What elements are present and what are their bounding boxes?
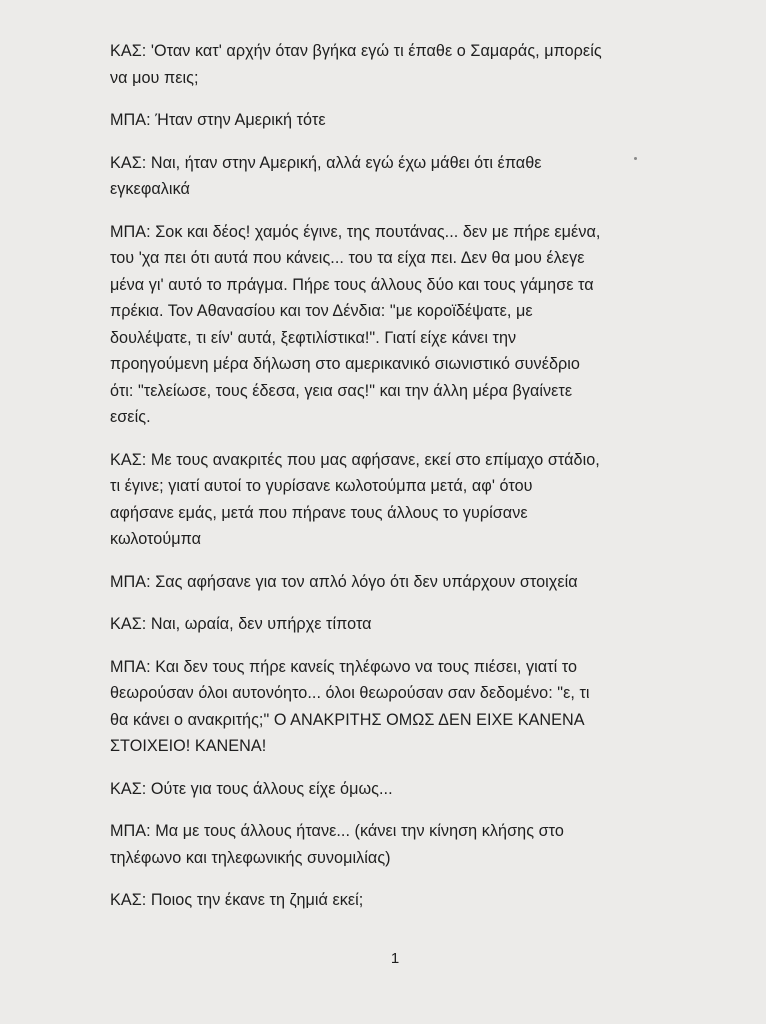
- transcript-body: [110, 38, 666, 914]
- transcript-paragraph: ΜΠΑ: Ήταν στην Αμερική τότε: [110, 111, 326, 129]
- transcript-paragraph: ΜΠΑ: Σας αφήσανε για τον απλό λόγο ότι δεν υπάρχουν στοιχεία: [110, 572, 578, 591]
- page-number: 1: [390, 950, 400, 967]
- transcript-paragraph: ΚΑΣ: Ούτε για τους άλλους είχε όμως...: [110, 779, 393, 798]
- transcript-paragraph: ΚΑΣ: Ποιος την έκανε τη ζημιά εκεί;: [110, 891, 364, 909]
- transcript-paragraph: ΚΑΣ: Με τους ανακριτές που μας αφήσανε, εκεί στο επίμαχο στάδιο, τι έγινε; γιατί αυτοί το γυρίσανε κωλοτούμπα μετά, αφ' ότου αφήσανε εμάς, μετά που πήρανε τους άλλους το γυρίσανε κωλοτούμπα: [110, 450, 600, 548]
- scan-speck: [634, 157, 637, 160]
- transcript-paragraph: ΜΠΑ: Και δεν τους πήρε κανείς τηλέφωνο να τους πιέσει, γιατί το θεωρούσαν όλοι αυτονόητο... όλοι θεωρούσαν σαν δεδομένο: "ε, τι θα κάνει ο ανακριτής;" Ο ΑΝΑΚΡΙΤΗΣ ΟΜΩΣ ΔΕΝ ΕΙΧΕ ΚΑΝΕΝΑ ΣΤΟΙΧΕΙΟ! ΚΑΝΕΝΑ!: [110, 657, 590, 755]
- transcript-paragraph: ΜΠΑ: Μα με τους άλλους ήτανε... (κάνει την κίνηση κλήσης στο τηλέφωνο και τηλεφωνικής συνομιλίας): [110, 822, 564, 867]
- transcript-paragraph: ΚΑΣ: 'Οταν κατ' αρχήν όταν βγήκα εγώ τι έπαθε ο Σαμαράς, μπορείς να μου πεις;: [110, 42, 602, 87]
- transcript-paragraph: ΚΑΣ: Ναι, ωραία, δεν υπήρχε τίποτα: [110, 615, 372, 633]
- transcript-paragraph: ΜΠΑ: Σοκ και δέος! χαμός έγινε, της πουτάνας... δεν με πήρε εμένα, του 'χα πει ότι αυτά που κάνεις... του τα είχα πει. Δεν θα μου έλεγε μένα γι' αυτό το πράγμα. Πήρε τους άλλους δύο και τους γάμησε τα πρέκια. Τον Αθανασίου και τον Δένδια: "με κοροϊδέψατε, με δουλέψατε, τι είν' αυτά, ξεφτιλίστικα!". Γιατί είχε κάνει την προηγούμενη μέρα δήλωση στο αμερικανικό σιωνιστικό συνέδριο ότι: "τελείωσε, τους έδεσα, γεια σας!" και την άλλη μέρα βγαίνετε εσείς.: [110, 222, 601, 426]
- transcript-paragraph: ΚΑΣ: Ναι, ήταν στην Αμερική, αλλά εγώ έχω μάθει ότι έπαθε εγκεφαλικά: [110, 153, 542, 198]
